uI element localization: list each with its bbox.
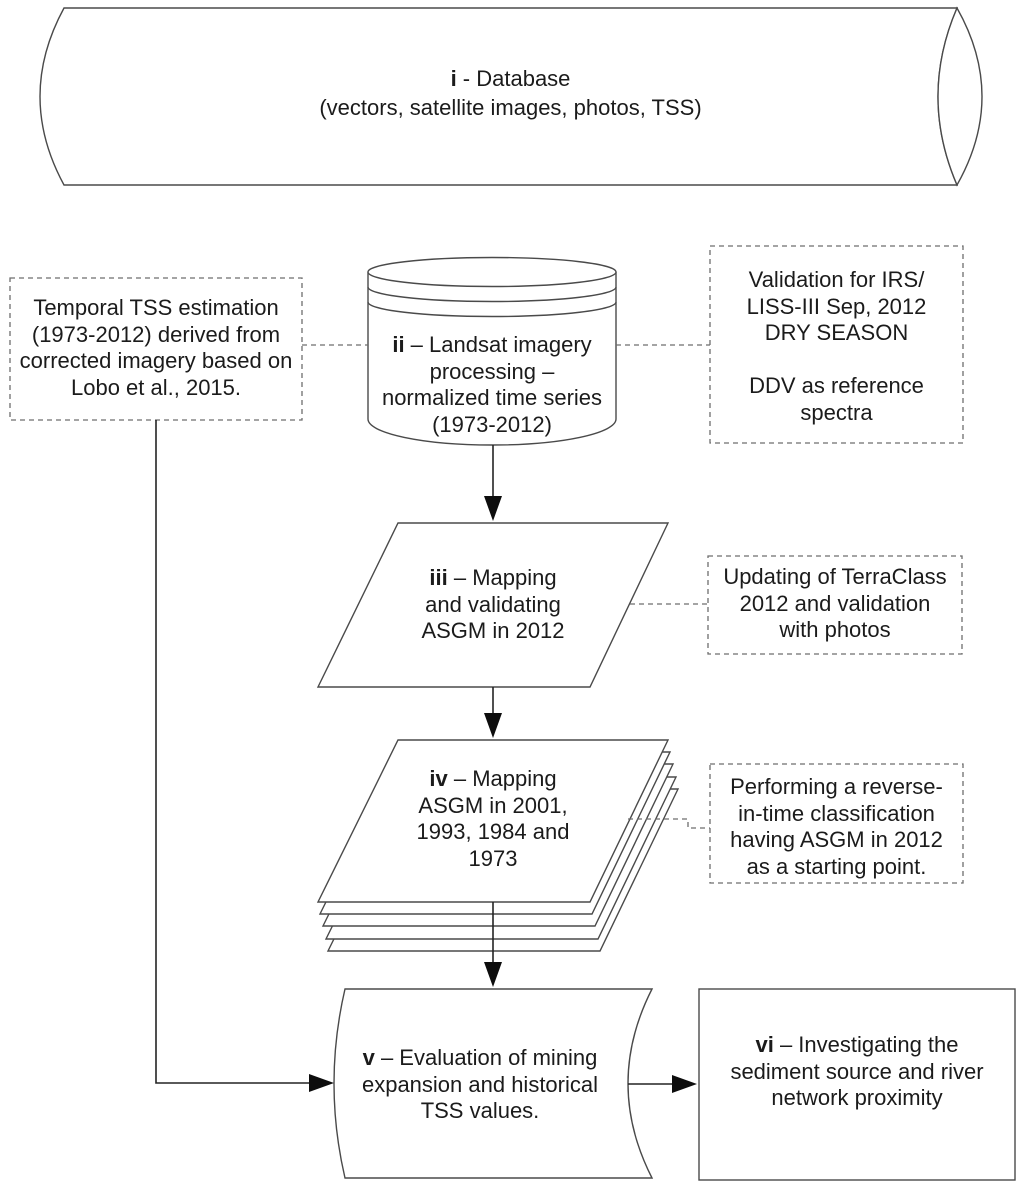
note-reverse-label: Performing a reverse- in-time classification having ASGM in 2012 as a starting point. xyxy=(730,774,943,879)
arrow-temporal-note-to-v xyxy=(156,420,334,1092)
node-i-numeral: i xyxy=(450,66,457,91)
arrow-iii-to-iv xyxy=(484,687,502,738)
node-iv-numeral: iv xyxy=(429,766,448,791)
note-temporal-tss-label: Temporal TSS estimation (1973-2012) derived from corrected imagery based on Lobo et al., 2015. xyxy=(19,295,293,400)
node-vi-label: vi – Investigating the sediment source and river network proximity xyxy=(730,1032,984,1110)
note-validation-label: Validation for IRS/ LISS-III Sep, 2012 DRY SEASON DDV as reference spectra xyxy=(746,267,927,425)
node-iii-label: iii – Mapping and validating ASGM in 2012 xyxy=(421,565,565,643)
node-v-numeral: v xyxy=(362,1045,375,1070)
node-vi-numeral: vi xyxy=(755,1032,774,1057)
node-iv-label: iv – Mapping ASGM in 2001, 1993, 1984 and 1973 xyxy=(416,766,570,871)
node-ii-label: ii – Landsat imagery processing – normalized time series (1973-2012) xyxy=(381,332,603,437)
node-ii-numeral: ii xyxy=(392,332,405,357)
note-terraclass-label: Updating of TerraClass 2012 and validation with photos xyxy=(723,564,947,642)
node-v-label: v – Evaluation of mining expansion and historical TSS values. xyxy=(361,1045,599,1123)
arrow-v-to-vi xyxy=(628,1075,697,1093)
node-i-label: i - Database (vectors, satellite images, photos, TSS) xyxy=(319,66,702,120)
node-iii-numeral: iii xyxy=(429,565,448,590)
arrow-ii-to-iii xyxy=(484,445,502,521)
